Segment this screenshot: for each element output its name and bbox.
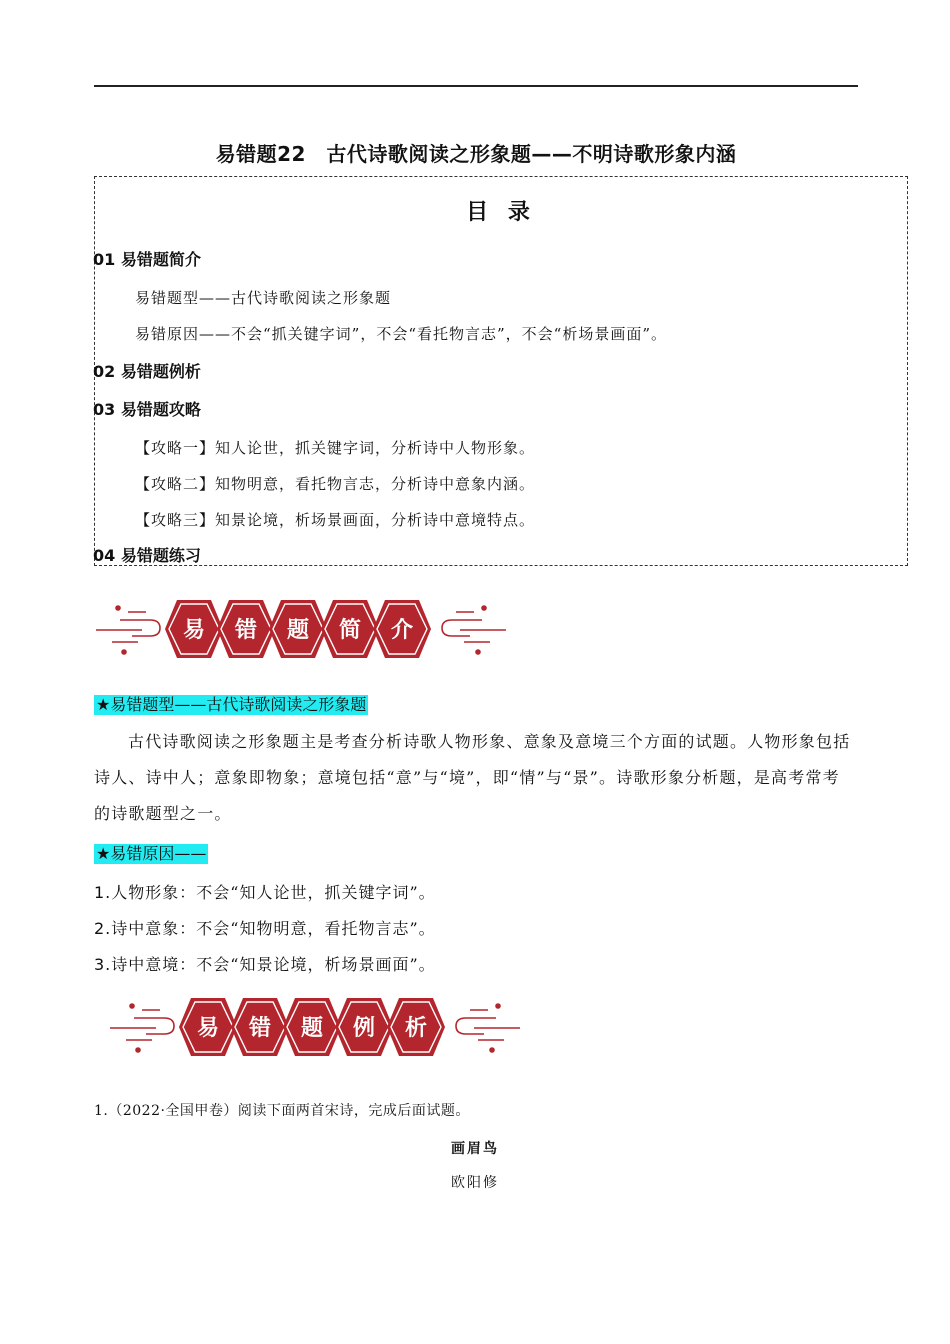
banner-character: 错 [234, 618, 258, 643]
section-banner-intro [94, 598, 508, 660]
banner-character: 题 [286, 618, 310, 643]
reason-text: 诗中意象：不会“知物明意，看托物言志”。 [111, 919, 436, 938]
intro-type-paragraph: 古代诗歌阅读之形象题主是考查分析诗歌人物形象、意象及意境三个方面的试题。人物形象包括诗人、诗中人；意象即物象；意境包括“意”与“境”，即“情”与“景”。诗歌形象分析题，是高考常考的诗歌题型之一。 [94, 732, 851, 823]
document-title: 易错题22 古代诗歌阅读之形象题——不明诗歌形象内涵 [215, 142, 737, 166]
toc-item-strategy-1: 【攻略一】知人论世，抓关键字词，分析诗中人物形象。 [135, 439, 536, 457]
poem-author: 欧阳修 [451, 1175, 499, 1191]
intro-type-label: ★易错题型——古代诗歌阅读之形象题 [96, 695, 367, 714]
toc-item-strategy-2: 【攻略二】知物明意，看托物言志，分析诗中意象内涵。 [135, 475, 536, 493]
header-rule [94, 85, 858, 87]
toc-item-type: 易错题型——古代诗歌阅读之形象题 [135, 289, 392, 307]
banner-character: 易 [182, 618, 206, 643]
left-scroll-ornament [110, 1004, 174, 1052]
reason-number: 1. [94, 883, 112, 902]
right-scroll-ornament [442, 606, 506, 654]
table-of-contents [94, 176, 908, 566]
reason-text: 诗中意境：不会“知景论境，析场景画面”。 [111, 955, 436, 974]
section-banner-examples [108, 996, 522, 1058]
toc-item-reason: 易错原因——不会“抓关键字词”，不会“看托物言志”，不会“析场景画面”。 [135, 325, 668, 343]
banner-character: 简 [338, 618, 362, 643]
toc-section-1: 01 易错题简介 [93, 250, 201, 269]
poem-title: 画眉鸟 [451, 1141, 499, 1157]
banner-character: 介 [390, 618, 414, 643]
banner-character: 题 [300, 1016, 324, 1041]
reason-number: 2. [94, 919, 112, 938]
toc-section-4: 04 易错题练习 [93, 546, 201, 565]
right-scroll-ornament [456, 1004, 520, 1052]
toc-section-2: 02 易错题例析 [93, 362, 201, 381]
left-scroll-ornament [96, 606, 160, 654]
reason-item-3 [94, 952, 436, 975]
banner-character: 易 [196, 1016, 220, 1041]
reason-item-2 [94, 916, 436, 939]
intro-reason-label: ★易错原因—— [96, 844, 207, 863]
banner-character: 例 [352, 1016, 376, 1041]
example-question-1: 1.（2022·全国甲卷）阅读下面两首宋诗，完成后面试题。 [94, 1103, 470, 1119]
toc-heading: 目 录 [466, 200, 536, 225]
banner-character: 错 [248, 1016, 272, 1041]
banner-character: 析 [404, 1016, 428, 1041]
reason-item-1 [94, 880, 436, 903]
toc-item-strategy-3: 【攻略三】知景论境，析场景画面，分析诗中意境特点。 [135, 511, 536, 529]
reason-text: 人物形象：不会“知人论世，抓关键字词”。 [111, 883, 436, 902]
toc-section-3: 03 易错题攻略 [93, 400, 201, 419]
reason-number: 3. [94, 955, 112, 974]
